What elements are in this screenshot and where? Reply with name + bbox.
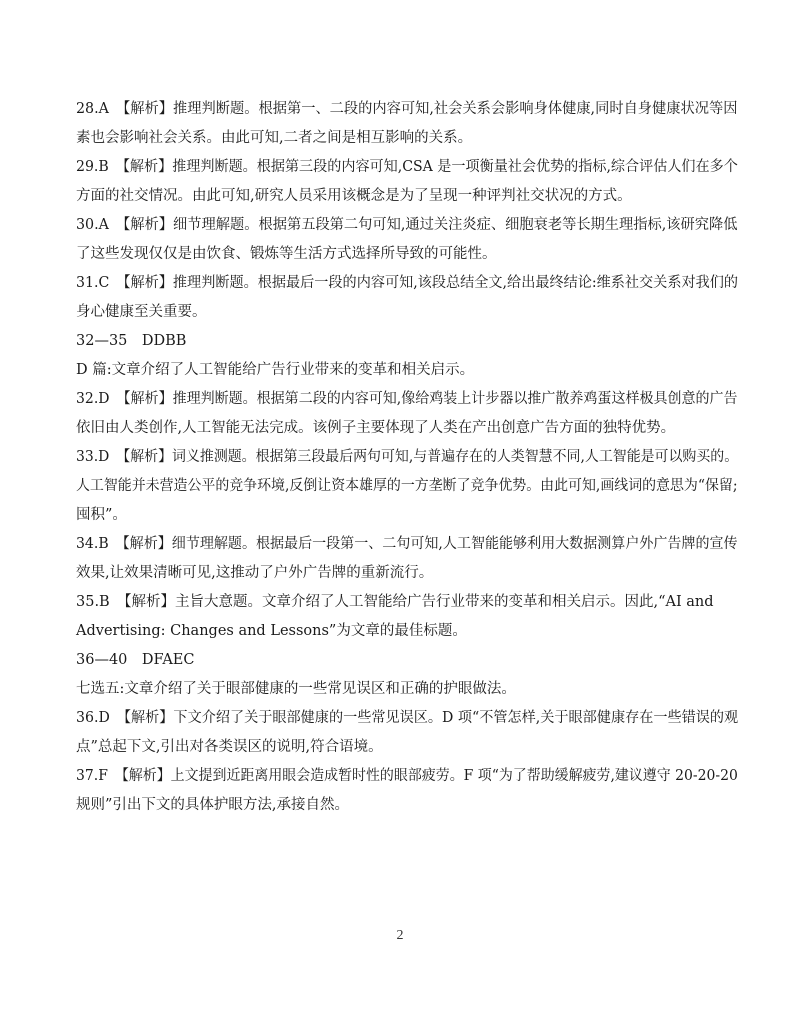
text-line: 素也会影响社会关系。由此可知,二者之间是相互影响的关系。 [76,130,473,146]
text-line: 36.D 【解析】下文介绍了关于眼部健康的一些常见误区。D 项“不管怎样,关于眼部健康存在一些错误的观 [76,710,739,726]
text-line: 30.A 【解析】细节理解题。根据第五段第二句可知,通过关注炎症、细胞衰老等长期生理指标,该研究降低 [76,217,738,233]
text-line: 33.D 【解析】词义推测题。根据第三段最后两句可知,与普遍存在的人类智慧不同,人工智能是可以购买的。 [76,449,739,465]
text-line: 32.D 【解析】推理判断题。根据第二段的内容可知,像给鸡装上计步器以推广散养鸡蛋这样极具创意的广告 [76,391,738,407]
text-line: 了这些发现仅仅是由饮食、锻炼等生活方式选择所导致的可能性。 [76,246,497,262]
answer-group-line: 32—35 DDBB [76,333,187,349]
text-line: 29.B 【解析】推理判断题。根据第三段的内容可知,CSA 是一项衡量社会优势的指标,综合评估人们在多个 [76,159,738,175]
text-line: 效果,让效果清晰可见,这推动了户外广告牌的重新流行。 [76,565,434,581]
text-line: 点”总起下文,引出对各类误区的说明,符合语境。 [76,739,383,755]
text-line: 34.B 【解析】细节理解题。根据最后一段第一、二句可知,人工智能能够利用大数据测算户外广告牌的宣传 [76,536,738,552]
text-line: 身心健康至关重要。 [76,304,207,320]
answer-explanations [76,95,738,820]
text-line: 囤积”。 [76,507,127,523]
text-line: 方面的社交情况。由此可知,研究人员采用该概念是为了呈现一种评判社交状况的方式。 [76,188,632,204]
text-line: 37.F 【解析】上文提到近距离用眼会造成暂时性的眼部疲劳。F 项“为了帮助缓解疲劳,建议遵守 20-20-20 [76,768,738,784]
text-line: 依旧由人类创作,人工智能无法完成。该例子主要体现了人类在产出创意广告方面的独特优势。 [76,420,676,436]
text-line: 31.C 【解析】推理判断题。根据最后一段的内容可知,该段总结全文,给出最终结论:维系社交关系对我们的 [76,275,739,291]
answer-group-line: 36—40 DFAEC [76,652,195,668]
page-number: 2 [396,928,404,943]
section-intro-line: 七选五:文章介绍了关于眼部健康的一些常见误区和正确的护眼做法。 [76,681,516,697]
text-line: 人工智能并未营造公平的竞争环境,反倒让资本雄厚的一方垄断了竞争优势。由此可知,画线词的意思为“保留; [76,478,738,494]
text-line: 规则”引出下文的具体护眼方法,承接自然。 [76,797,350,813]
section-intro-line: D 篇:文章介绍了人工智能给广告行业带来的变革和相关启示。 [76,362,475,378]
text-line: 35.B 【解析】主旨大意题。文章介绍了人工智能给广告行业带来的变革和相关启示。因此,“AI and [76,594,714,610]
text-line: 28.A 【解析】推理判断题。根据第一、二段的内容可知,社会关系会影响身体健康,同时自身健康状况等因 [76,101,738,117]
text-line: Advertising: Changes and Lessons”为文章的最佳标题。 [76,623,467,639]
